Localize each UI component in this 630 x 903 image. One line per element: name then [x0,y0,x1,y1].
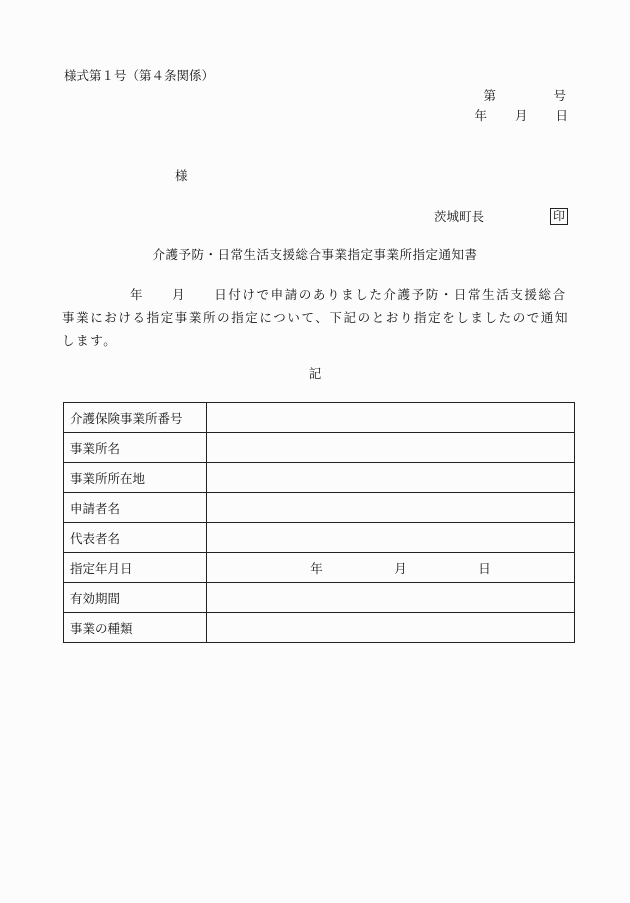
ki-heading: 記 [308,366,322,381]
table-row [64,583,575,613]
row-value[interactable] [207,523,575,553]
row-label: 有効期間 [64,583,207,613]
row-label: 介護保険事業所番号 [64,403,207,433]
body-year: 年 [130,287,145,302]
number-prefix: 第 [483,88,496,103]
date-year: 年 [474,108,487,123]
table-row [64,463,575,493]
number-suffix: 号 [553,88,566,103]
row-value[interactable] [207,463,575,493]
table-row [64,493,575,523]
row-label: 事業所所在地 [64,463,207,493]
details-table [63,402,575,643]
row-value[interactable] [207,403,575,433]
body-text: 日付けで申請のありました介護予防・日常生活支援総合事業における指定事業所の指定について、下記のとおり指定をしましたので通知します。 [62,287,570,348]
date-day: 日 [478,560,491,576]
body-month: 月 [172,287,187,302]
row-value[interactable] [207,583,575,613]
row-value[interactable] [207,613,575,643]
table-row [64,523,575,553]
date-month: 月 [394,560,407,576]
table-row [64,613,575,643]
row-label: 事業所名 [64,433,207,463]
row-label: 指定年月日 [64,553,207,583]
table-row [64,433,575,463]
date-month: 月 [514,108,528,123]
date-year: 年 [310,560,323,576]
document-number [483,86,566,104]
date-day: 日 [555,108,568,123]
designation-date [213,559,568,577]
document-date [446,106,568,124]
table-row [64,403,575,433]
row-label: 代表者名 [64,523,207,553]
row-value[interactable] [207,433,575,463]
issuer-name: 茨城町長 [433,209,484,224]
body-paragraph [62,283,572,352]
document-title: 介護予防・日常生活支援総合事業指定事業所指定通知書 [152,247,478,262]
row-label: 事業の種類 [64,613,207,643]
addressee-suffix: 様 [175,168,188,183]
issuer [434,207,568,225]
row-value[interactable] [207,553,575,583]
table-row [64,553,575,583]
seal-mark: 印 [550,208,568,225]
form-number-label: 様式第１号（第４条関係） [64,68,215,83]
row-label: 申請者名 [64,493,207,523]
row-value[interactable] [207,493,575,523]
